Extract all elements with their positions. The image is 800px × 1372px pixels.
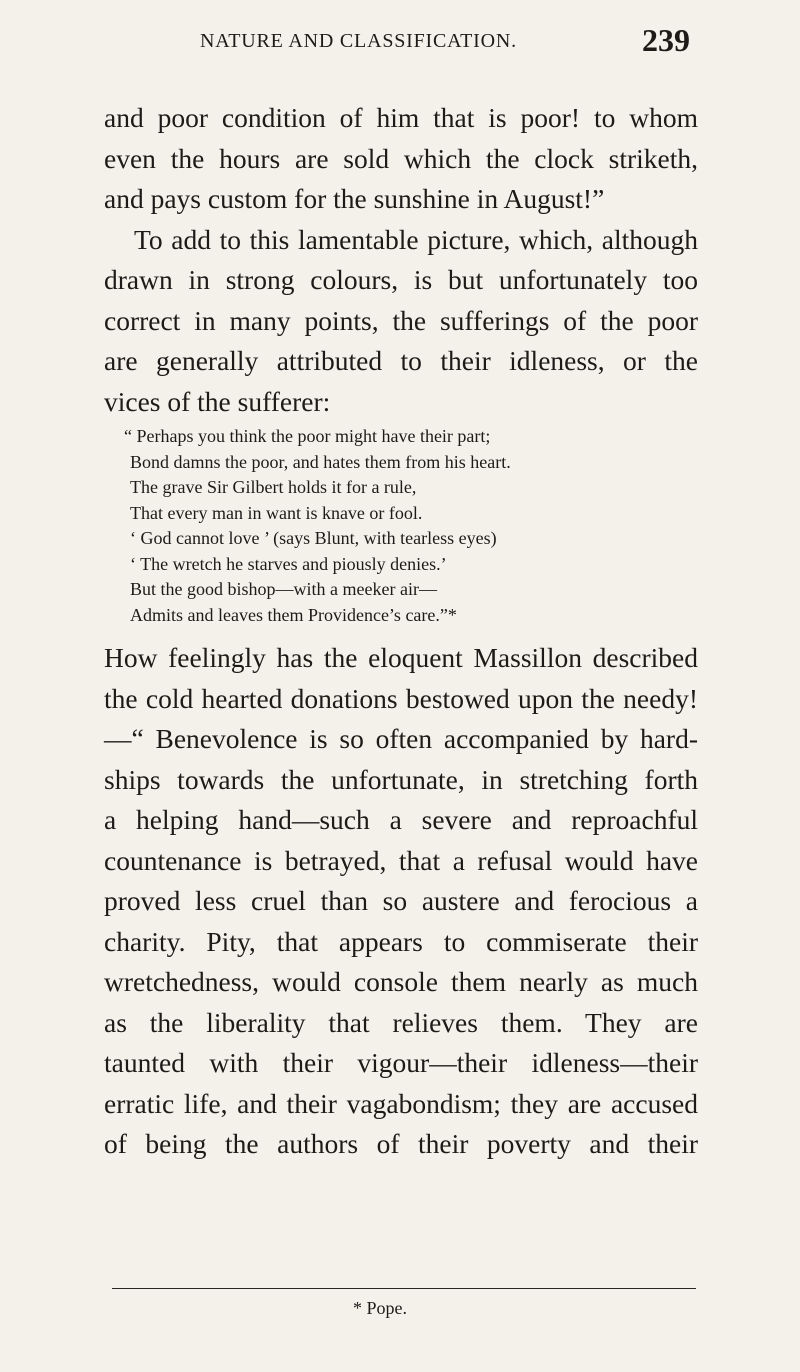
verse-line: ‘ The wretch he starves and piously denies.’ [130, 553, 447, 574]
verse-line: That every man in want is knave or fool. [130, 502, 423, 523]
text-line: a helping hand—such a severe and reproachful [104, 804, 698, 835]
text-line: ships towards the unfortunate, in stretching forth [104, 763, 698, 795]
verse-line: ‘ God cannot love ’ (says Blunt, with tearless eyes) [130, 528, 497, 548]
text-line: proved less cruel than so austere and ferocious a [104, 885, 698, 916]
text-line: To add to this lamentable picture, which, although [134, 223, 698, 255]
footnote-rule [112, 1288, 696, 1289]
text-line: the cold hearted donations bestowed upon the needy! [104, 682, 698, 714]
text-line: as the liberality that relieves them. They are [104, 1006, 698, 1038]
verse-line: Admits and leaves them Providence’s care.”* [130, 604, 457, 625]
text-line: correct in many points, the sufferings of the poor [104, 304, 698, 336]
verse-line: But the good bishop—with a meeker air— [130, 579, 437, 599]
page-number: 239 [642, 22, 690, 58]
text-line: drawn in strong colours, is but unfortunately too [104, 264, 698, 295]
verse-line: Bond damns the poor, and hates them from his heart. [130, 451, 511, 472]
verse-quotation [104, 424, 698, 628]
text-line: are generally attributed to their idleness, or the [104, 345, 698, 376]
text-line: —“ Benevolence is so often accompanied by hard- [104, 723, 698, 754]
text-line: vices of the sufferer: [104, 385, 331, 417]
text-line: and poor condition of him that is poor! to whom [104, 102, 698, 133]
verse-line: The grave Sir Gilbert holds it for a rule, [130, 477, 417, 497]
body-text [104, 98, 698, 1165]
text-line: taunted with their vigour—their idleness—their [104, 1047, 698, 1078]
text-line: wretchedness, would console them nearly as much [104, 966, 698, 997]
running-title: NATURE AND CLASSIFICATION. [200, 30, 517, 52]
text-line: and pays custom for the sunshine in August!” [104, 183, 605, 214]
text-line: charity. Pity, that appears to commiserate their [104, 925, 698, 957]
text-line: countenance is betrayed, that a refusal would have [104, 844, 698, 876]
text-line: of being the authors of their poverty and their [104, 1128, 698, 1159]
footnote: * Pope. [353, 1298, 407, 1318]
text-line: erratic life, and their vagabondism; they are accused [104, 1087, 698, 1119]
text-line: How feelingly has the eloquent Massillon described [104, 642, 698, 673]
text-line: even the hours are sold which the clock striketh, [104, 142, 698, 174]
running-head [0, 22, 800, 62]
verse-line: “ Perhaps you think the poor might have their part; [124, 426, 491, 446]
